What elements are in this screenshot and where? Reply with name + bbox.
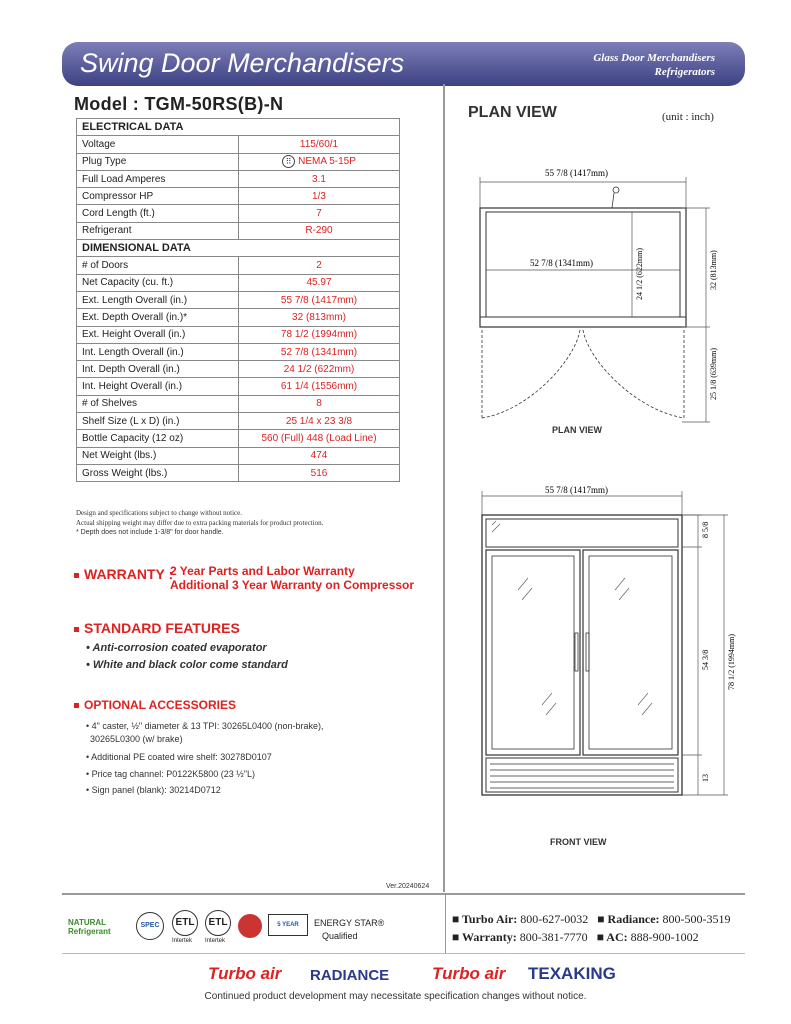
plan-width-dim: 55 7/8 (1417mm) xyxy=(545,168,608,178)
contact-number: 800-627-0032 xyxy=(520,912,589,926)
energy-line2: Qualified xyxy=(322,931,358,941)
version-label: Ver.20240624 xyxy=(386,883,430,890)
contact-block xyxy=(452,910,731,946)
model-title: Model : TGM-50RS(B)-N xyxy=(74,94,284,114)
electrical-header: ELECTRICAL DATA xyxy=(77,119,400,136)
five-year-warranty-badge: 5 YEAR xyxy=(268,914,308,936)
spec-value: 516 xyxy=(239,464,400,481)
plan-view-caption: PLAN VIEW xyxy=(552,425,603,435)
natural-line1: NATURAL xyxy=(68,918,107,927)
dimensional-header: DIMENSIONAL DATA xyxy=(77,240,400,257)
contact-item xyxy=(597,912,730,926)
spec-value: 32 (813mm) xyxy=(239,309,400,326)
spec-value: 55 7/8 (1417mm) xyxy=(239,291,400,308)
spec-label: Compressor HP xyxy=(77,188,239,205)
front-bottom-dim: 13 xyxy=(701,774,710,782)
spec-table xyxy=(76,118,400,482)
spec-label: Bottle Capacity (12 oz) xyxy=(77,430,239,447)
front-view-drawing xyxy=(470,480,740,820)
contact-number: 800-381-7770 xyxy=(519,930,588,944)
contact-number: 888-900-1002 xyxy=(630,930,699,944)
radiance-logo: RADIANCE xyxy=(310,967,390,984)
subtitle-line2: Refrigerators xyxy=(654,66,715,78)
footer-divider xyxy=(62,893,745,895)
spec-label: Cord Length (ft.) xyxy=(77,205,239,222)
spec-label: # of Doors xyxy=(77,257,239,274)
left-handle-icon xyxy=(575,633,578,671)
spec-value: 115/60/1 xyxy=(239,136,400,153)
natural-line2: Refrigerant xyxy=(68,927,111,936)
contact-row xyxy=(452,928,731,946)
spec-value: 45.97 xyxy=(239,274,400,291)
spec-label: Ext. Depth Overall (in.)* xyxy=(77,309,239,326)
standard-features-heading xyxy=(74,620,240,636)
cord-icon xyxy=(613,187,619,193)
front-cabinet xyxy=(482,515,682,795)
spec-label: Int. Length Overall (in.) xyxy=(77,343,239,360)
spec-label: Refrigerant xyxy=(77,222,239,239)
plan-depth-dim: 32 (813mm) xyxy=(709,250,718,290)
left-door xyxy=(486,550,580,755)
contact-label: ■ Turbo Air: xyxy=(452,912,518,926)
spec-value: 7 xyxy=(239,205,400,222)
front-view-caption: FRONT VIEW xyxy=(550,837,607,847)
footer-disclaimer: Continued product development may necessitate specification changes without notice. xyxy=(204,991,587,1002)
subtitle-line1: Glass Door Merchandisers xyxy=(593,52,715,64)
natural-refrigerant-logo xyxy=(68,918,111,958)
bullet-square-icon xyxy=(74,573,79,578)
spec-notes xyxy=(76,508,323,538)
turbo-air-logo-2: Turbo air xyxy=(432,964,506,983)
warranty-seal-icon xyxy=(238,914,262,938)
plug-icon: ⠿ xyxy=(282,155,295,168)
etl-sanitation-logo-icon: ETL xyxy=(205,910,231,936)
plan-view-title: PLAN VIEW xyxy=(468,104,557,121)
bullet-square-icon xyxy=(74,627,79,632)
column-divider xyxy=(443,84,445,892)
accessory-item: • Additional PE coated wire shelf: 30278D0107 xyxy=(86,752,272,762)
texaking-logo: TEXAKING xyxy=(528,964,616,983)
note-line: Design and specifications subject to change without notice. xyxy=(76,509,243,517)
spec-value: R-290 xyxy=(239,222,400,239)
warranty-text xyxy=(170,564,414,592)
contact-item xyxy=(597,930,699,944)
footer-column-divider xyxy=(445,895,446,953)
front-width-dim: 55 7/8 (1417mm) xyxy=(545,485,608,495)
contact-label: ■ Warranty: xyxy=(452,930,517,944)
bullet-square-icon xyxy=(74,703,79,708)
contact-item xyxy=(452,912,588,926)
optional-accessories-heading xyxy=(74,698,236,712)
header-banner xyxy=(62,42,745,86)
spec-value: 560 (Full) 448 (Load Line) xyxy=(239,430,400,447)
spec-label: Int. Depth Overall (in.) xyxy=(77,361,239,378)
left-door-swing xyxy=(482,330,580,418)
spec-label: Ext. Height Overall (in.) xyxy=(77,326,239,343)
accessory-item: 30265L0300 (w/ brake) xyxy=(90,734,183,744)
warranty-line1: 2 Year Parts and Labor Warranty xyxy=(170,564,355,578)
spec-label: Shelf Size (L x D) (in.) xyxy=(77,413,239,430)
page-title: Swing Door Merchandisers xyxy=(80,48,405,78)
warranty-label: WARRANTY : xyxy=(84,566,174,582)
intertek-label-1: Intertek xyxy=(172,938,193,944)
spec-value xyxy=(239,153,400,170)
spec-value: 1/3 xyxy=(239,188,400,205)
spec-label: Net Capacity (cu. ft.) xyxy=(77,274,239,291)
spec-value: 61 1/4 (1556mm) xyxy=(239,378,400,395)
contact-row xyxy=(452,910,731,928)
feature-item: • White and black color come standard xyxy=(86,659,288,671)
spec-value: 25 1/4 x 23 3/8 xyxy=(239,413,400,430)
warranty-heading xyxy=(74,566,173,582)
energy-star-text xyxy=(314,917,384,957)
accessory-item: • Price tag channel: P0122K5800 (23 ½"L) xyxy=(86,769,255,779)
spec-label: Net Weight (lbs.) xyxy=(77,447,239,464)
plan-int-depth-dim: 24 1/2 (622mm) xyxy=(635,248,644,300)
right-door xyxy=(583,550,678,755)
spec-value: 78 1/2 (1994mm) xyxy=(239,326,400,343)
intertek-label-2: Intertek xyxy=(205,938,226,944)
feature-item: • Anti-corrosion coated evaporator xyxy=(86,642,267,654)
header-subtitle xyxy=(593,51,715,79)
front-top-dim: 8 5/8 xyxy=(701,521,710,538)
front-door-dim: 54 3/8 xyxy=(701,649,710,670)
spec-label: Voltage xyxy=(77,136,239,153)
accessory-item: • Sign panel (blank): 30214D0712 xyxy=(86,785,221,795)
grille xyxy=(486,758,678,792)
standard-label: STANDARD FEATURES xyxy=(84,620,240,636)
turbo-air-logo: Turbo air xyxy=(208,964,282,983)
plug-type-value: NEMA 5-15P xyxy=(298,156,356,168)
spec-label: Ext. Length Overall (in.) xyxy=(77,291,239,308)
front-height-dim: 78 1/2 (1994mm) xyxy=(727,634,736,690)
spec-label: Plug Type xyxy=(77,153,239,170)
optional-label: OPTIONAL ACCESSORIES xyxy=(84,698,237,712)
footer-divider-bottom xyxy=(62,953,745,954)
unit-label: (unit : inch) xyxy=(662,111,714,123)
right-door-swing xyxy=(583,330,684,418)
spec-value: 3.1 xyxy=(239,170,400,187)
plan-int-dim: 52 7/8 (1341mm) xyxy=(530,258,593,268)
sign-panel xyxy=(486,519,678,547)
spec-logo: SPEC xyxy=(136,912,164,940)
spec-label: Full Load Amperes xyxy=(77,170,239,187)
contact-label: ■ AC: xyxy=(596,930,628,944)
plan-door-dim: 25 1/8 (639mm) xyxy=(709,348,718,400)
right-handle-icon xyxy=(586,633,589,671)
warranty-line2: Additional 3 Year Warranty on Compressor xyxy=(170,578,415,592)
spec-value: 52 7/8 (1341mm) xyxy=(239,343,400,360)
spec-value: 474 xyxy=(239,447,400,464)
spec-label: # of Shelves xyxy=(77,395,239,412)
spec-label: Gross Weight (lbs.) xyxy=(77,464,239,481)
spec-value: 2 xyxy=(239,257,400,274)
spec-label: Int. Height Overall (in.) xyxy=(77,378,239,395)
contact-number: 800-500-3519 xyxy=(662,912,731,926)
note-line: * Depth does not include 1-3/8" for door handle. xyxy=(76,529,224,536)
energy-line1: ENERGY STAR® xyxy=(314,918,385,928)
contact-label: ■ Radiance: xyxy=(597,912,660,926)
contact-item xyxy=(452,930,588,944)
accessory-item: • 4" caster, ½" diameter & 13 TPI: 30265L0400 (non-brake), xyxy=(86,721,324,731)
etl-logo-icon: ETL xyxy=(172,910,198,936)
spec-value: 8 xyxy=(239,395,400,412)
spec-value: 24 1/2 (622mm) xyxy=(239,361,400,378)
note-line: Actual shipping weight may differ due to extra packing materials for product protection. xyxy=(76,519,324,527)
plan-view-drawing xyxy=(470,160,730,430)
